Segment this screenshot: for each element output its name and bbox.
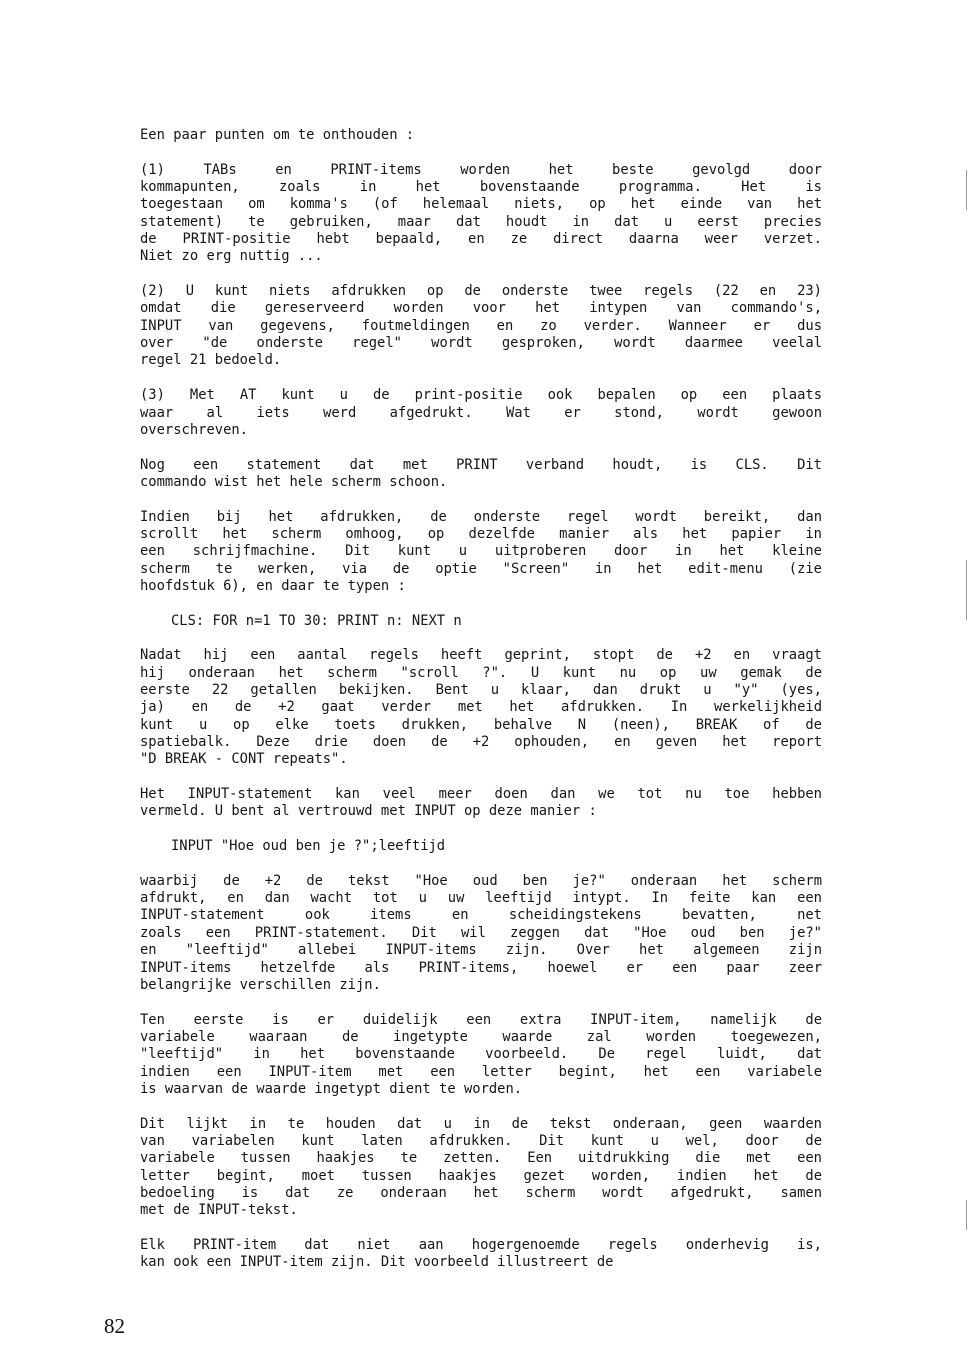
text-line: waar al iets werd afgedrukt. Wat er stond, wordt gewoon — [140, 404, 822, 421]
text-line: overschreven. — [140, 421, 248, 438]
text-line: en "leeftijd" allebei INPUT-items zijn. Over het algemeen zijn — [140, 942, 822, 959]
text-line: is waarvan de waarde ingetypt dient te worden. — [140, 1080, 523, 1097]
text-line: zoals een PRINT-statement. Dit wil zeggen dat "Hoe oud ben je?" — [140, 924, 822, 941]
text-line: variabele waaraan de ingetypte waarde zal worden toegewezen, — [140, 1028, 822, 1045]
text-line: kunt u op elke toets drukken, behalve N (neen), BREAK of de — [140, 716, 822, 733]
text-line: kommapunten, zoals in het bovenstaande programma. Het is — [140, 179, 822, 196]
text-line: Indien bij het afdrukken, de onderste regel wordt bereikt, dan — [140, 508, 822, 525]
text-line: scrollt het scherm omhoog, op dezelfde manier als het papier in — [140, 525, 822, 542]
text-line: hoofdstuk 6), en daar te typen : — [140, 577, 406, 594]
text-line: INPUT van gegevens, foutmeldingen en zo verder. Wanneer er dus — [140, 317, 822, 334]
text-line: Een paar punten om te onthouden : — [140, 127, 415, 143]
text-line: een schrijfmachine. Dit kunt u uitproberen door in het kleine — [140, 543, 822, 560]
text-line: indien een INPUT-item met een letter begint, het een variabele — [140, 1063, 822, 1080]
scan-edge-mark — [966, 560, 967, 620]
text-line: "D BREAK - CONT repeats". — [140, 751, 348, 768]
text-line: spatiebalk. Deze drie doen de +2 ophouden, en geven het report — [140, 734, 822, 751]
text-line: toegestaan om komma's (of helemaal niets, op het einde van het — [140, 196, 822, 213]
paragraph — [140, 457, 822, 492]
text-line: (3) Met AT kunt u de print-positie ook bepalen op een plaats — [140, 387, 822, 404]
text-line: kan ook een INPUT-item zijn. Dit voorbeeld illustreert de — [140, 1254, 614, 1271]
text-line: Het INPUT-statement kan veel meer doen dan we tot nu toe hebben — [140, 786, 822, 803]
paragraph — [140, 127, 822, 144]
text-line: commando wist het hele scherm schoon. — [140, 473, 448, 490]
text-line: INPUT-items hetzelfde als PRINT-items, hoewel er een paar zeer — [140, 959, 822, 976]
text-line: statement) te gebruiken, maar dat houdt in dat u eerst precies — [140, 213, 822, 230]
paragraph — [140, 647, 822, 768]
page-number: 82 — [104, 1314, 125, 1338]
paragraph — [140, 387, 822, 439]
text-line: (1) TABs en PRINT-items worden het beste gevolgd door — [140, 161, 822, 178]
code-example: INPUT "Hoe oud ben je ?";leeftijd — [171, 838, 446, 855]
text-line: ja) en de +2 gaat verder met het afdrukken. In werkelijkheid — [140, 699, 822, 716]
text-line: met de INPUT-tekst. — [140, 1202, 298, 1219]
paragraph — [140, 1116, 822, 1220]
paragraph — [140, 283, 822, 370]
paragraph — [140, 1237, 822, 1272]
text-line: INPUT-statement ook items en scheidingstekens bevatten, net — [140, 907, 822, 924]
text-line: variabele tussen haakjes te zetten. Een uitdrukking die met een — [140, 1150, 822, 1167]
text-line: eerste 22 getallen bekijken. Bent u klaar, dan drukt u "y" (yes, — [140, 682, 822, 698]
text-line: regel 21 bedoeld. — [140, 352, 282, 369]
scan-edge-mark — [966, 170, 967, 210]
text-line: waarbij de +2 de tekst "Hoe oud ben je?" onderaan het scherm — [140, 872, 822, 889]
text-line: vermeld. U bent al vertrouwd met INPUT op deze manier : — [140, 803, 597, 820]
text-line: de PRINT-positie hebt bepaald, en ze direct daarna weer verzet. — [140, 231, 822, 248]
text-line: letter begint, moet tussen haakjes gezet worden, indien het de — [140, 1167, 822, 1184]
text-line: (2) U kunt niets afdrukken op de onderste twee regels (22 en 23) — [140, 283, 822, 300]
text-line: Dit lijkt in te houden dat u in de tekst onderaan, geen waarden — [140, 1115, 822, 1132]
code-example: CLS: FOR n=1 TO 30: PRINT n: NEXT n — [171, 612, 462, 629]
text-line: Ten eerste is er duidelijk een extra INPUT-item, namelijk de — [140, 1011, 822, 1028]
paragraph — [140, 786, 822, 821]
text-line: Nog een statement dat met PRINT verband houdt, is CLS. Dit — [140, 456, 822, 473]
text-line: "leeftijd" in het bovenstaande voorbeeld. De regel luidt, dat — [140, 1046, 822, 1063]
text-line: hij onderaan het scherm "scroll ?". U kunt nu op uw gemak de — [140, 664, 822, 681]
paragraph — [140, 162, 822, 266]
text-line: over "de onderste regel" wordt gesproken, wordt daarmee veelal — [140, 335, 822, 352]
paragraph — [140, 873, 822, 994]
text-line: Nadat hij een aantal regels heeft geprint, stopt de +2 en vraagt — [140, 647, 822, 664]
text-line: afdrukt, en dan wacht tot u uw leeftijd intypt. In feite kan een — [140, 890, 822, 907]
paragraph — [140, 1012, 822, 1099]
text-line: scherm te werken, via de optie "Screen" in het edit-menu (zie — [140, 560, 822, 577]
text-line: bedoeling is dat ze onderaan het scherm wordt afgedrukt, samen — [140, 1184, 822, 1201]
text-line: omdat die gereserveerd worden voor het intypen van commando's, — [140, 300, 822, 317]
scan-edge-mark — [966, 1200, 967, 1230]
body-text — [140, 127, 822, 1289]
text-line: Elk PRINT-item dat niet aan hogergenoemde regels onderhevig is, — [140, 1237, 822, 1253]
text-line: Niet zo erg nuttig ... — [140, 248, 323, 265]
text-line: belangrijke verschillen zijn. — [140, 976, 381, 993]
text-line: van variabelen kunt laten afdrukken. Dit kunt u wel, door de — [140, 1132, 822, 1149]
paragraph — [140, 509, 822, 596]
